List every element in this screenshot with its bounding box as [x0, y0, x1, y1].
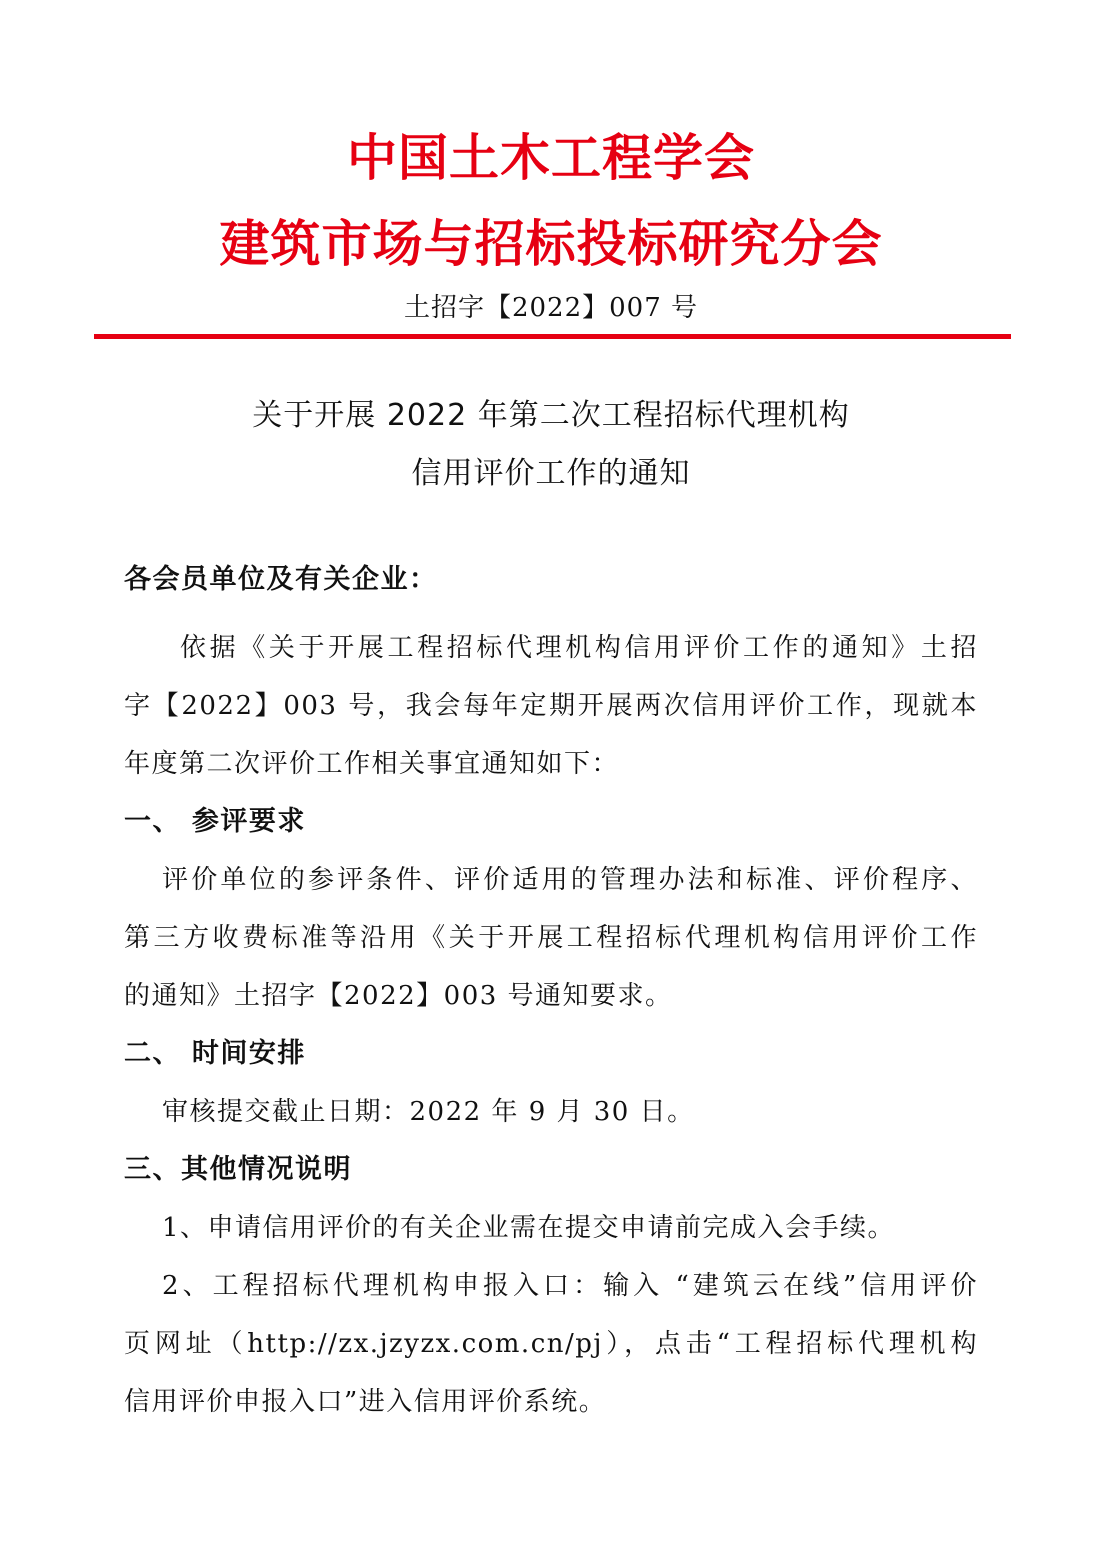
requirements-line-2: 第三方收费标准等沿用《关于开展工程招标代理机构信用评价工作 — [124, 923, 978, 953]
notice-title-line-1: 关于开展 2022 年第二次工程招标代理机构 — [252, 398, 850, 433]
notice-title-line-2: 信用评价工作的通知 — [411, 456, 691, 491]
schedule-line-1: 审核提交截止日期：2022 年 9 月 30 日。 — [162, 1097, 695, 1127]
salutation: 各会员单位及有关企业： — [124, 564, 438, 595]
other-line-3: 页网址（http://zx.jzyzx.com.cn/pj），点击“工程招标代理机构 — [124, 1329, 978, 1359]
requirements-line-1: 评价单位的参评条件、评价适用的管理办法和标准、评价程序、 — [162, 865, 978, 895]
intro-line-1: 依据《关于开展工程招标代理机构信用评价工作的通知》土招 — [180, 633, 978, 663]
section-heading-other: 三、其他情况说明 — [124, 1154, 352, 1185]
other-line-1: 1、申请信用评价的有关企业需在提交申请前完成入会手续。 — [162, 1213, 896, 1243]
other-line-2: 2、工程招标代理机构申报入口：输入 “建筑云在线”信用评价 — [162, 1271, 978, 1301]
org-name-line-1: 中国土木工程学会 — [347, 129, 755, 187]
document-number: 土招字【2022】007 号 — [403, 293, 699, 323]
intro-line-3: 年度第二次评价工作相关事宜通知如下： — [124, 749, 620, 779]
section-heading-schedule: 二、 时间安排 — [124, 1038, 306, 1069]
section-heading-requirements: 一、 参评要求 — [124, 806, 306, 837]
intro-line-2: 字【2022】003 号，我会每年定期开展两次信用评价工作，现就本 — [124, 691, 978, 721]
other-line-4: 信用评价申报入口”进入信用评价系统。 — [124, 1387, 607, 1417]
org-name-line-2: 建筑市场与招标投标研究分会 — [219, 215, 883, 273]
red-header-divider — [94, 334, 1011, 339]
requirements-line-3: 的通知》土招字【2022】003 号通知要求。 — [124, 981, 673, 1011]
